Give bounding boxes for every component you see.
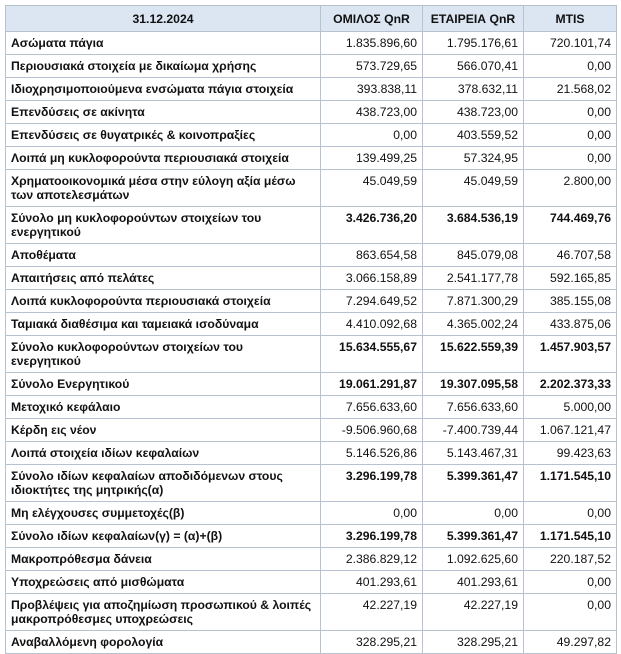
group-value: 573.729,65 [321, 55, 423, 78]
row-label: Προβλέψεις για αποζημίωση προσωπικού & λοιπές μακροπρόθεσμες υποχρεώσεις [6, 594, 321, 631]
row-label: Σύνολο ιδίων κεφαλαίων αποδιδόμενων στους ιδιοκτήτες της μητρικής(α) [6, 465, 321, 502]
header-company: ΕΤΑΙΡΕΙΑ QnR [423, 6, 524, 32]
row-label: Μετοχικό κεφάλαιο [6, 396, 321, 419]
row-label: Σύνολο κυκλοφορούντων στοιχείων του ενεργητικού [6, 336, 321, 373]
mtis-value: 46.707,58 [524, 244, 617, 267]
group-value: -9.506.960,68 [321, 419, 423, 442]
header-group: ΟΜΙΛΟΣ QnR [321, 6, 423, 32]
table-body [6, 32, 617, 654]
table-row [6, 465, 617, 502]
mtis-value: 1.067.121,47 [524, 419, 617, 442]
company-value: 15.622.559,39 [423, 336, 524, 373]
group-value: 5.146.526,86 [321, 442, 423, 465]
table-row [6, 55, 617, 78]
row-label: Σύνολο Ενεργητικού [6, 373, 321, 396]
mtis-value: 99.423,63 [524, 442, 617, 465]
mtis-value: 220.187,52 [524, 548, 617, 571]
mtis-value: 0,00 [524, 594, 617, 631]
mtis-value: 592.165,85 [524, 267, 617, 290]
company-value: 5.399.361,47 [423, 465, 524, 502]
company-value: 2.541.177,78 [423, 267, 524, 290]
table-row [6, 442, 617, 465]
group-value: 4.410.092,68 [321, 313, 423, 336]
company-value: 845.079,08 [423, 244, 524, 267]
company-value: 378.632,11 [423, 78, 524, 101]
row-label: Ιδιοχρησιμοποιούμενα ενσώματα πάγια στοιχεία [6, 78, 321, 101]
table-row [6, 101, 617, 124]
table-row [6, 207, 617, 244]
group-value: 45.049,59 [321, 170, 423, 207]
company-value: 401.293,61 [423, 571, 524, 594]
row-label: Λοιπά μη κυκλοφορούντα περιουσιακά στοιχεία [6, 147, 321, 170]
mtis-value: 2.800,00 [524, 170, 617, 207]
mtis-value: 49.297,82 [524, 631, 617, 654]
group-value: 15.634.555,67 [321, 336, 423, 373]
group-value: 7.294.649,52 [321, 290, 423, 313]
header-mtis: MTIS [524, 6, 617, 32]
group-value: 2.386.829,12 [321, 548, 423, 571]
mtis-value: 0,00 [524, 502, 617, 525]
header-date: 31.12.2024 [6, 6, 321, 32]
company-value: 4.365.002,24 [423, 313, 524, 336]
mtis-value: 0,00 [524, 124, 617, 147]
company-value: 438.723,00 [423, 101, 524, 124]
mtis-value: 1.171.545,10 [524, 465, 617, 502]
group-value: 401.293,61 [321, 571, 423, 594]
company-value: 57.324,95 [423, 147, 524, 170]
balance-sheet-table [5, 5, 617, 654]
company-value: 1.795.176,61 [423, 32, 524, 55]
row-label: Επενδύσεις σε θυγατρικές & κοινοπραξίες [6, 124, 321, 147]
table-row [6, 525, 617, 548]
table-row [6, 32, 617, 55]
company-value: 403.559,52 [423, 124, 524, 147]
row-label: Σύνολο μη κυκλοφορούντων στοιχείων του ενεργητικού [6, 207, 321, 244]
mtis-value: 5.000,00 [524, 396, 617, 419]
company-value: 5.143.467,31 [423, 442, 524, 465]
group-value: 0,00 [321, 124, 423, 147]
table-row [6, 571, 617, 594]
table-row [6, 419, 617, 442]
mtis-value: 433.875,06 [524, 313, 617, 336]
row-label: Μη ελέγχουσες συμμετοχές(β) [6, 502, 321, 525]
table-row [6, 124, 617, 147]
company-value: 7.871.300,29 [423, 290, 524, 313]
mtis-value: 21.568,02 [524, 78, 617, 101]
company-value: -7.400.739,44 [423, 419, 524, 442]
company-value: 19.307.095,58 [423, 373, 524, 396]
mtis-value: 720.101,74 [524, 32, 617, 55]
row-label: Περιουσιακά στοιχεία με δικαίωμα χρήσης [6, 55, 321, 78]
row-label: Ταμιακά διαθέσιμα και ταμειακά ισοδύναμα [6, 313, 321, 336]
company-value: 5.399.361,47 [423, 525, 524, 548]
table-row [6, 373, 617, 396]
group-value: 3.296.199,78 [321, 465, 423, 502]
row-label: Χρηματοοικονομικά μέσα στην εύλογη αξία μέσω των αποτελεσμάτων [6, 170, 321, 207]
group-value: 438.723,00 [321, 101, 423, 124]
company-value: 3.684.536,19 [423, 207, 524, 244]
table-row [6, 548, 617, 571]
table-row [6, 290, 617, 313]
company-value: 7.656.633,60 [423, 396, 524, 419]
table-row [6, 313, 617, 336]
table-row [6, 396, 617, 419]
row-label: Υποχρεώσεις από μισθώματα [6, 571, 321, 594]
row-label: Αποθέματα [6, 244, 321, 267]
table-row [6, 147, 617, 170]
group-value: 7.656.633,60 [321, 396, 423, 419]
mtis-value: 0,00 [524, 571, 617, 594]
company-value: 328.295,21 [423, 631, 524, 654]
group-value: 863.654,58 [321, 244, 423, 267]
company-value: 566.070,41 [423, 55, 524, 78]
mtis-value: 0,00 [524, 55, 617, 78]
table-row [6, 267, 617, 290]
group-value: 1.835.896,60 [321, 32, 423, 55]
table-row [6, 78, 617, 101]
group-value: 393.838,11 [321, 78, 423, 101]
table-row [6, 336, 617, 373]
company-value: 42.227,19 [423, 594, 524, 631]
row-label: Κέρδη εις νέον [6, 419, 321, 442]
header-row [6, 6, 617, 32]
company-value: 45.049,59 [423, 170, 524, 207]
group-value: 42.227,19 [321, 594, 423, 631]
row-label: Αναβαλλόμενη φορολογία [6, 631, 321, 654]
mtis-value: 1.457.903,57 [524, 336, 617, 373]
table-row [6, 244, 617, 267]
row-label: Μακροπρόθεσμα δάνεια [6, 548, 321, 571]
table-row [6, 631, 617, 654]
row-label: Λοιπά στοιχεία ιδίων κεφαλαίων [6, 442, 321, 465]
mtis-value: 744.469,76 [524, 207, 617, 244]
group-value: 3.426.736,20 [321, 207, 423, 244]
company-value: 0,00 [423, 502, 524, 525]
group-value: 0,00 [321, 502, 423, 525]
row-label: Σύνολο ιδίων κεφαλαίων(γ) = (α)+(β) [6, 525, 321, 548]
row-label: Λοιπά κυκλοφορούντα περιουσιακά στοιχεία [6, 290, 321, 313]
mtis-value: 0,00 [524, 147, 617, 170]
table-row [6, 170, 617, 207]
company-value: 1.092.625,60 [423, 548, 524, 571]
mtis-value: 2.202.373,33 [524, 373, 617, 396]
group-value: 3.066.158,89 [321, 267, 423, 290]
table-row [6, 594, 617, 631]
group-value: 328.295,21 [321, 631, 423, 654]
row-label: Ασώματα πάγια [6, 32, 321, 55]
group-value: 19.061.291,87 [321, 373, 423, 396]
row-label: Επενδύσεις σε ακίνητα [6, 101, 321, 124]
mtis-value: 1.171.545,10 [524, 525, 617, 548]
table-row [6, 502, 617, 525]
row-label: Απαιτήσεις από πελάτες [6, 267, 321, 290]
mtis-value: 385.155,08 [524, 290, 617, 313]
group-value: 139.499,25 [321, 147, 423, 170]
mtis-value: 0,00 [524, 101, 617, 124]
group-value: 3.296.199,78 [321, 525, 423, 548]
